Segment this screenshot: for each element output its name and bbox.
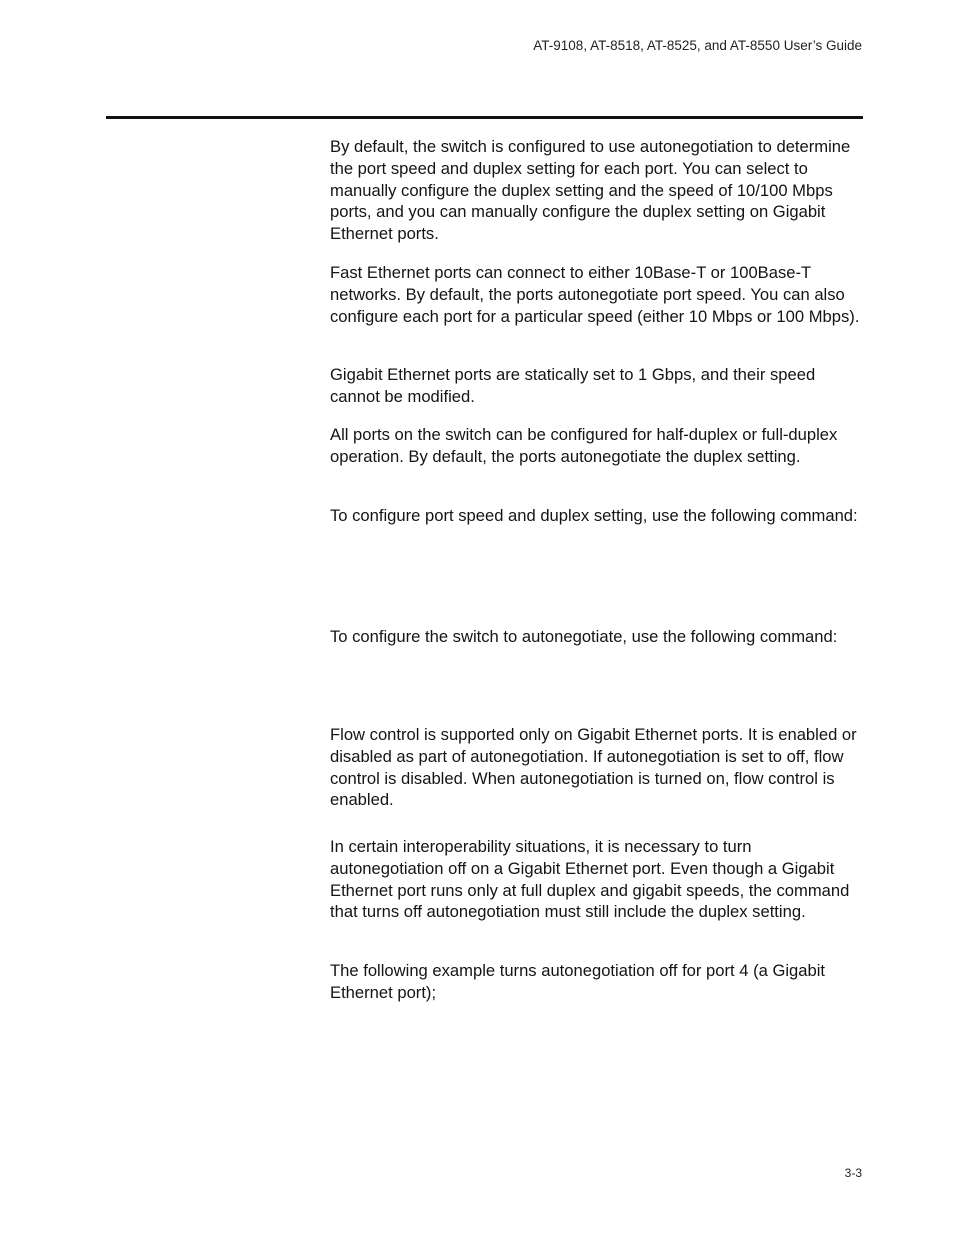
paragraph-gigabit-speed: Gigabit Ethernet ports are statically set to 1 Gbps, and their speed cannot be modified.: [330, 365, 816, 406]
paragraph-example-port4: The following example turns autonegotiation off for port 4 (a Gigabit Ethernet port);: [330, 961, 826, 1002]
page-number: 3-3: [844, 1166, 862, 1180]
paragraph-interoperability: In certain interoperability situations, it is necessary to turn autonegotiation off on a Gigabit Ethernet port. Even though a Gigabit Ethernet port runs only at full duplex and gigabit speeds, the command that turns off autonegotiation must still include the duplex setting.: [330, 837, 850, 922]
paragraph-flow-control: Flow control is supported only on Gigabit Ethernet ports. It is enabled or disabled as part of autonegotiation. If autonegotiation is set to off, flow control is disabled. When autonegotiation is turned on, flow control is enabled.: [330, 725, 857, 810]
paragraph-configure-speed-duplex: To configure port speed and duplex setting, use the following command:: [330, 506, 858, 525]
paragraph-configure-autonegotiate: To configure the switch to autonegotiate, use the following command:: [330, 627, 838, 646]
paragraph-fast-ethernet: Fast Ethernet ports can connect to either 10Base-T or 100Base-T networks. By default, the ports autonegotiate port speed. You can also configure each port for a particular speed (either 10 Mbps or 100 Mbps).: [330, 263, 860, 326]
header-rule: [106, 116, 863, 119]
paragraph-duplex-operation: All ports on the switch can be configured for half-duplex or full-duplex operation. By default, the ports autonegotiate the duplex setting.: [330, 425, 838, 466]
running-header: AT-9108, AT-8518, AT-8525, and AT-8550 User’s Guide: [533, 38, 862, 53]
paragraph-autonegotiation-default: By default, the switch is configured to use autonegotiation to determine the port speed and duplex setting for each port. You can select to manually configure the duplex setting and the speed of 10/100 Mbps ports, and you can manually configure the duplex setting on Gigabit Ethernet ports.: [330, 137, 851, 244]
